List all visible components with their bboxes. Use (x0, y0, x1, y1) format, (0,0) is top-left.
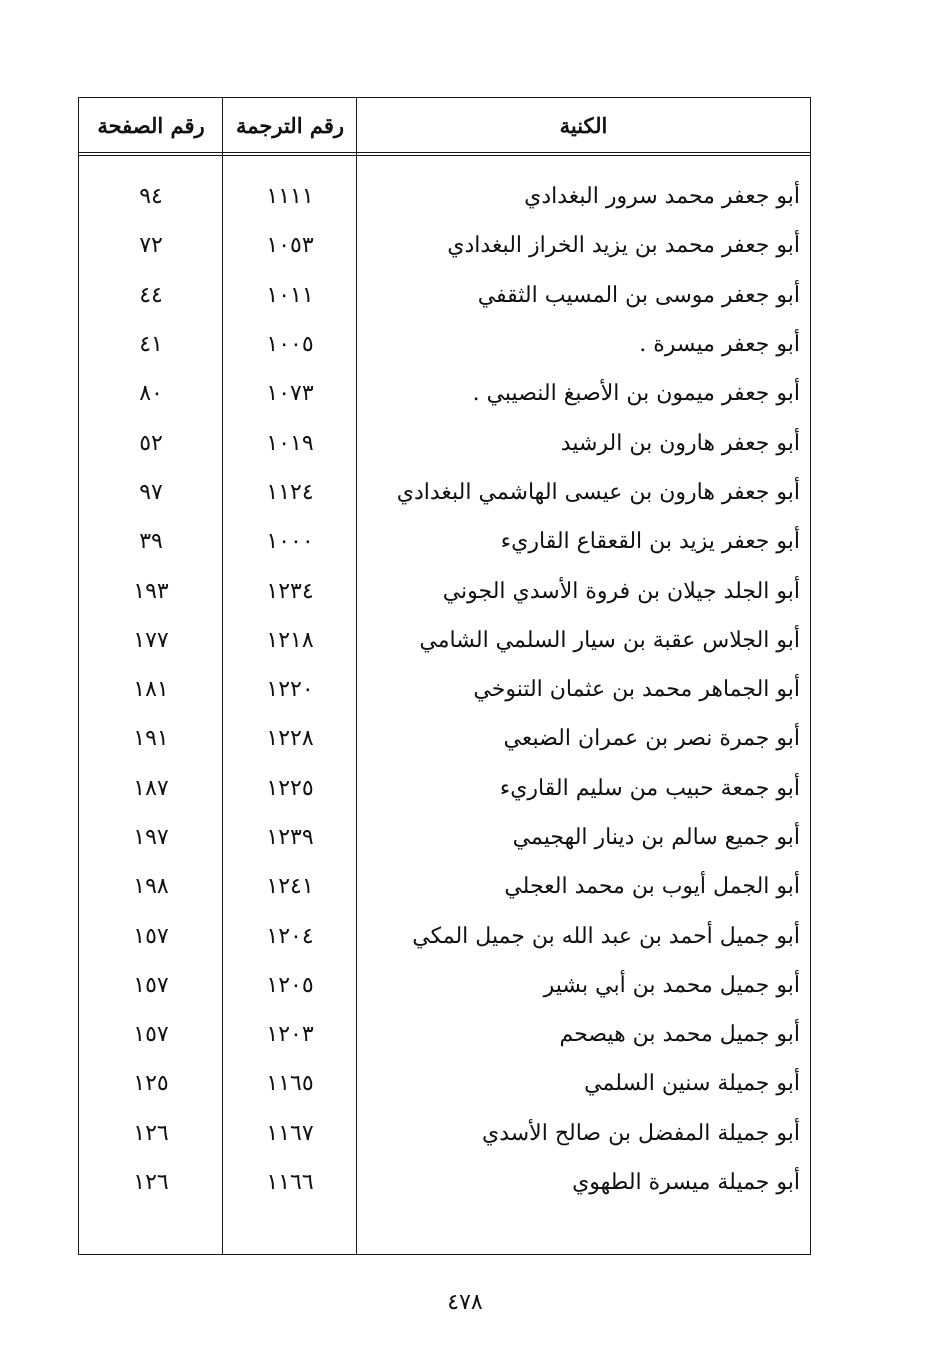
cell-page-number: ١٩٨ (133, 874, 169, 900)
page-number: ٤٧٨ (447, 1290, 483, 1315)
cell-name: أبو الجلاس عقبة بن سيار السلمي الشامي (419, 627, 800, 653)
cell-translation-number: ١١٦٧ (266, 1120, 314, 1146)
cell-page-number: ٩٤ (139, 184, 163, 210)
cell-translation-number: ١٠٥٣ (266, 233, 314, 259)
cell-name: أبو الجماهر محمد بن عثمان التنوخي (473, 677, 800, 703)
table-row (79, 665, 810, 714)
table-row (79, 813, 810, 862)
cell-translation-number: ١٢٣٤ (266, 578, 314, 604)
cell-page-number: ١٩٧ (133, 825, 169, 850)
cell-translation-number: ١٢١٨ (266, 627, 314, 653)
cell-page-number: ٤٤ (139, 282, 163, 308)
cell-name: أبو جعفر ميمون بن الأصبغ النصيبي . (472, 381, 800, 407)
cell-translation-number: ١٠١٩ (266, 430, 314, 456)
cell-name: أبو جميلة سنين السلمي (584, 1071, 800, 1097)
cell-page-number: ١٥٧ (133, 972, 169, 998)
table-row (79, 271, 810, 320)
cell-name: أبو جعفر ميسرة . (639, 332, 800, 358)
cell-page-number: ١٢٦ (133, 1120, 169, 1146)
cell-translation-number: ١٢٣٩ (266, 825, 314, 850)
cell-translation-number: ١٢٢٥ (266, 775, 314, 801)
cell-name: أبو جعفر هارون بن عيسى الهاشمي البغدادي (396, 479, 800, 505)
table-row (79, 1109, 810, 1158)
cell-page-number: ٧٢ (139, 233, 163, 259)
table-row (79, 862, 810, 911)
cell-page-number: ١٨٧ (133, 775, 169, 801)
cell-translation-number: ١١٦٥ (266, 1071, 314, 1097)
cell-page-number: ١٢٦ (133, 1170, 169, 1196)
table-row (79, 221, 810, 270)
cell-translation-number: ١٠١١ (266, 282, 314, 308)
cell-page-number: ١٢٥ (133, 1071, 169, 1097)
table-row (79, 764, 810, 813)
table-row (79, 468, 810, 517)
cell-name: أبو جعفر هارون بن الرشيد (560, 430, 800, 456)
cell-page-number: ٥٢ (139, 430, 163, 456)
cell-name: أبو جميلة ميسرة الطهوي (572, 1170, 800, 1196)
cell-name: أبو جعفر محمد سرور البغدادي (524, 184, 800, 210)
cell-name: أبو جعفر يزيد بن القعقاع القاريء (500, 529, 800, 555)
cell-page-number: ١٩٣ (133, 578, 169, 604)
cell-page-number: ٤١ (139, 332, 163, 358)
cell-translation-number: ١٠٧٣ (266, 381, 314, 407)
cell-name: أبو الجلد جيلان بن فروة الأسدي الجوني (442, 578, 800, 604)
table-row (79, 517, 810, 566)
cell-name: أبو جعفر محمد بن يزيد الخراز البغدادي (447, 233, 800, 259)
cell-name: أبو جمعة حبيب من سليم القاريء (499, 775, 800, 801)
cell-name: أبو جميع سالم بن دينار الهجيمي (512, 825, 800, 850)
cell-translation-number: ١٠٠٥ (266, 332, 314, 358)
cell-page-number: ٣٩ (139, 529, 163, 555)
cell-translation-number: ١٢٢٠ (266, 677, 314, 703)
cell-translation-number: ١١١١ (266, 184, 314, 210)
cell-name: أبو جميل محمد بن أبي بشير (543, 972, 800, 998)
cell-translation-number: ١١٢٤ (266, 479, 314, 505)
index-table (78, 97, 811, 1255)
header-name: الكنية (559, 112, 608, 138)
header-translation-number: رقم الترجمة (236, 112, 345, 138)
table-body (79, 172, 810, 1207)
table-header (79, 98, 810, 156)
cell-page-number: ١٩١ (133, 726, 169, 752)
cell-page-number: ١٨١ (133, 677, 169, 703)
table-row (79, 172, 810, 221)
cell-translation-number: ١٢٠٥ (266, 972, 314, 998)
cell-page-number: ٨٠ (139, 381, 163, 407)
table-row (79, 616, 810, 665)
cell-translation-number: ١٢٠٣ (266, 1022, 314, 1048)
table-row (79, 1010, 810, 1059)
table-row (79, 1158, 810, 1207)
cell-name: أبو جمرة نصر بن عمران الضبعي (503, 726, 800, 752)
cell-page-number: ٩٧ (139, 479, 163, 505)
cell-translation-number: ١٢٤١ (266, 874, 314, 900)
cell-translation-number: ١١٦٦ (266, 1170, 314, 1196)
table-row (79, 566, 810, 615)
table-row (79, 1059, 810, 1108)
cell-translation-number: ١٢٢٨ (266, 726, 314, 752)
table-row (79, 961, 810, 1010)
table-row (79, 418, 810, 467)
table-row (79, 369, 810, 418)
cell-name: أبو جعفر موسى بن المسيب الثقفي (477, 282, 800, 308)
cell-name: أبو جميلة المفضل بن صالح الأسدي (481, 1120, 800, 1146)
cell-translation-number: ١٢٠٤ (266, 923, 314, 949)
cell-page-number: ١٧٧ (133, 627, 169, 653)
header-page-number: رقم الصفحة (97, 112, 205, 138)
cell-name: أبو جميل أحمد بن عبد الله بن جميل المكي (412, 923, 800, 949)
cell-translation-number: ١٠٠٠ (266, 529, 314, 555)
table-row (79, 320, 810, 369)
cell-name: أبو الجمل أيوب بن محمد العجلي (504, 874, 800, 900)
cell-page-number: ١٥٧ (133, 923, 169, 949)
table-row (79, 911, 810, 960)
cell-page-number: ١٥٧ (133, 1022, 169, 1048)
table-row (79, 714, 810, 763)
cell-name: أبو جميل محمد بن هيصحم (559, 1022, 800, 1048)
